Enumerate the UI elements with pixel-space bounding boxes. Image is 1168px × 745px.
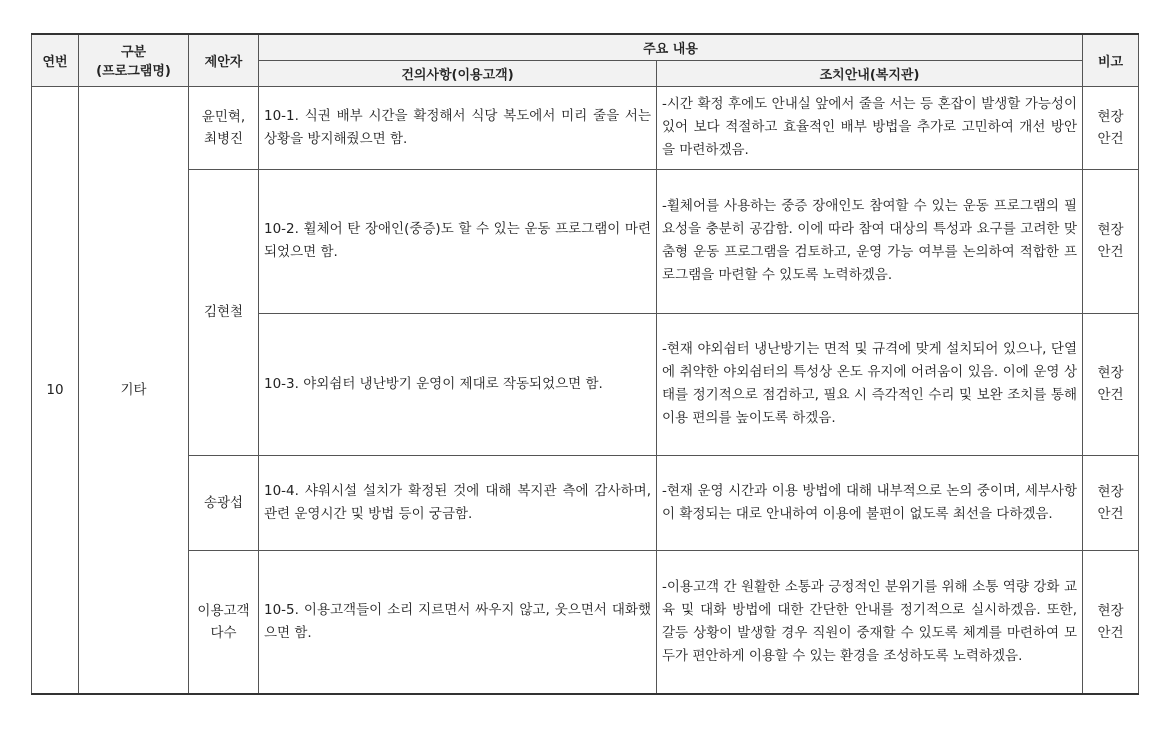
action-cell: -현재 야외쉼터 냉난방기는 면적 및 규격에 맞게 설치되어 있으나, 단열에 취약한 야외쉼터의 특성상 온도 유지에 어려움이 있음. 이에 운영 상태를 정기적으로 점검하고, 필요 시 즉각적인 수리 및 보완 조치를 통해 이용 편의를 높이도록 하겠음. — [657, 313, 1083, 455]
header-proposer: 제안자 — [189, 34, 259, 86]
remarks-cell: 현장 안건 — [1083, 313, 1139, 455]
table-row — [32, 550, 1139, 694]
header-remarks: 비고 — [1083, 34, 1139, 86]
seq-cell: 10 — [32, 86, 79, 694]
proposer-cell: 송광섭 — [189, 455, 259, 550]
proposer-cell: 김현철 — [189, 169, 259, 455]
action-cell: -시간 확정 후에도 안내실 앞에서 줄을 서는 등 혼잡이 발생할 가능성이 있어 보다 적절하고 효율적인 배부 방법을 추가로 고민하여 개선 방안을 마련하겠음. — [657, 86, 1083, 169]
header-main-content: 주요 내용 — [259, 34, 1083, 60]
action-cell: -현재 운영 시간과 이용 방법에 대해 내부적으로 논의 중이며, 세부사항이 확정되는 대로 안내하여 이용에 불편이 없도록 최선을 다하겠음. — [657, 455, 1083, 550]
header-category-line2: (프로그램명) — [96, 64, 171, 80]
remarks-cell: 현장 안건 — [1083, 169, 1139, 313]
category-cell: 기타 — [79, 86, 189, 694]
proposer-cell: 윤민혁, 최병진 — [189, 86, 259, 169]
table-row — [32, 455, 1139, 550]
table-row — [32, 86, 1139, 169]
proposal-table — [31, 33, 1139, 695]
action-cell: -이용고객 간 원활한 소통과 긍정적인 분위기를 위해 소통 역량 강화 교육 및 대화 방법에 대한 간단한 안내를 정기적으로 실시하겠음. 또한, 갈등 상황이 발생할 경우 직원이 중재할 수 있도록 체계를 마련하여 모두가 편안하게 이용할 수 있는 환경을 조성하도록 노력하겠음. — [657, 550, 1083, 694]
suggestion-cell: 10-3. 야외쉼터 냉난방기 운영이 제대로 작동되었으면 함. — [259, 313, 657, 455]
suggestion-cell: 10-5. 이용고객들이 소리 지르면서 싸우지 않고, 웃으면서 대화했으면 함. — [259, 550, 657, 694]
proposer-cell: 이용고객 다수 — [189, 550, 259, 694]
header-category-line1: 구분 — [120, 45, 147, 61]
header-seq: 연번 — [32, 34, 79, 86]
suggestion-cell: 10-1. 식권 배부 시간을 확정해서 식당 복도에서 미리 줄을 서는 상황을 방지해줬으면 함. — [259, 86, 657, 169]
remarks-cell: 현장 안건 — [1083, 455, 1139, 550]
header-suggestion: 건의사항(이용고객) — [259, 60, 657, 86]
suggestion-cell: 10-2. 휠체어 탄 장애인(중증)도 할 수 있는 운동 프로그램이 마련되었으면 함. — [259, 169, 657, 313]
remarks-cell: 현장 안건 — [1083, 550, 1139, 694]
header-category — [79, 34, 189, 86]
suggestion-cell: 10-4. 샤워시설 설치가 확정된 것에 대해 복지관 측에 감사하며, 관련 운영시간 및 방법 등이 궁금함. — [259, 455, 657, 550]
table-row — [32, 169, 1139, 313]
header-action: 조치안내(복지관) — [657, 60, 1083, 86]
action-cell: -휠체어를 사용하는 중증 장애인도 참여할 수 있는 운동 프로그램의 필요성을 충분히 공감함. 이에 따라 참여 대상의 특성과 요구를 고려한 맞춤형 운동 프로그램을 검토하고, 운영 가능 여부를 논의하여 적합한 프로그램을 마련할 수 있도록 노력하겠음. — [657, 169, 1083, 313]
remarks-cell: 현장 안건 — [1083, 86, 1139, 169]
